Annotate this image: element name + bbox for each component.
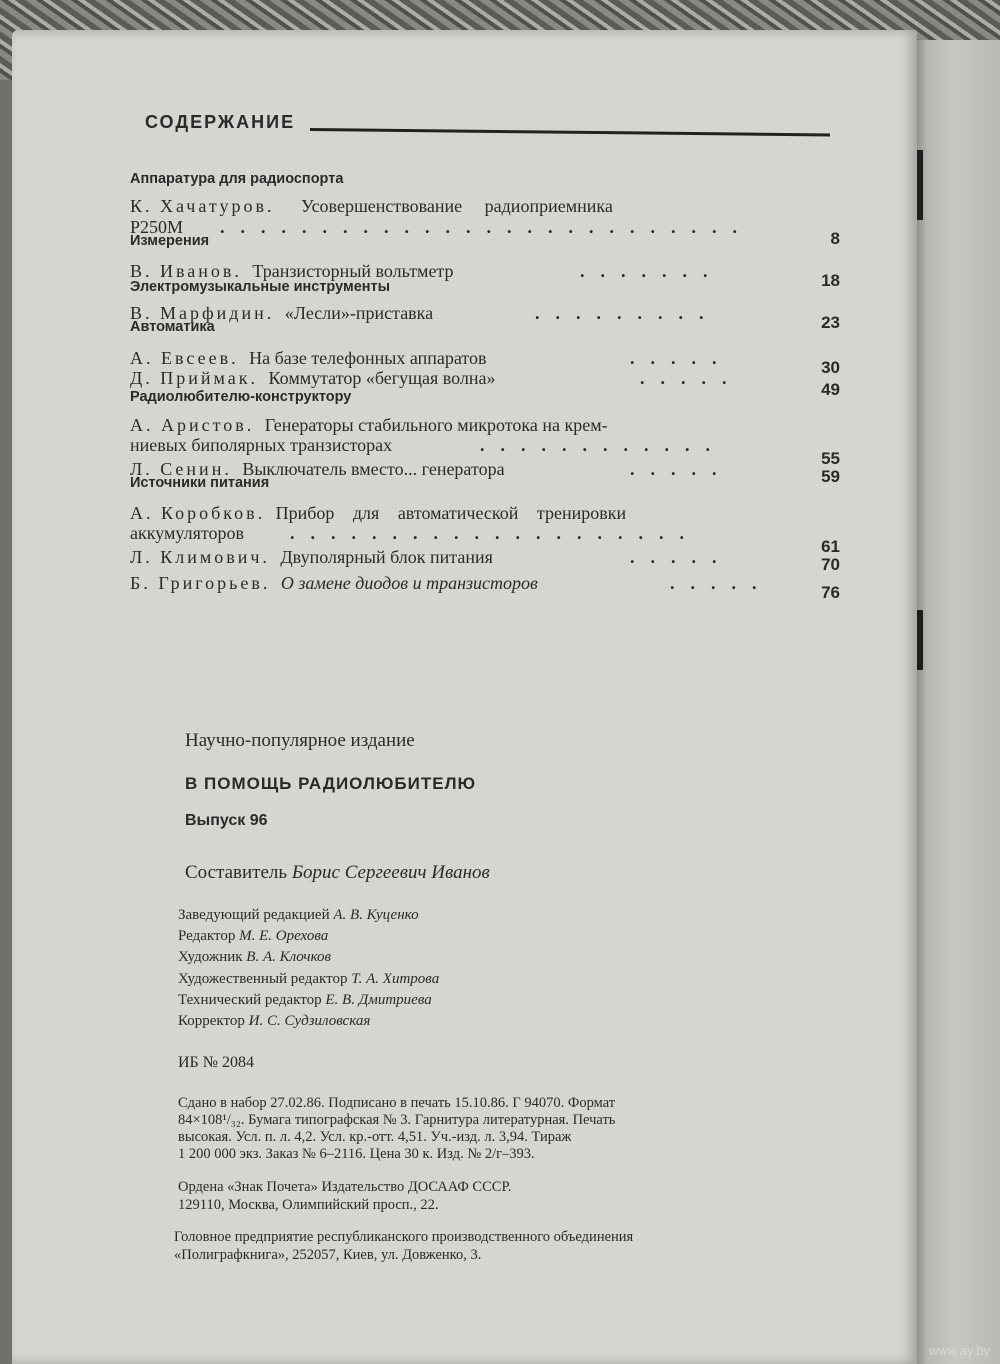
toc-author: В. Марфидин. bbox=[130, 303, 275, 323]
toc-entry-title: О замене диодов и транзисторов bbox=[280, 573, 538, 593]
toc-page-number: 55 bbox=[821, 449, 840, 468]
toc-page-number: 30 bbox=[821, 358, 840, 377]
staff-line bbox=[178, 991, 838, 1009]
toc-author: Л. Климович. bbox=[130, 547, 270, 567]
toc-author: Д. Приймак. bbox=[130, 368, 259, 388]
staff-line bbox=[178, 970, 838, 988]
staff-role: Заведующий редакцией bbox=[178, 907, 330, 923]
series-title: В ПОМОЩЬ РАДИОЛЮБИТЕЛЮ bbox=[185, 774, 477, 793]
publisher-line: Ордена «Знак Почета» Издательство ДОСААФ СССР. bbox=[178, 1179, 512, 1195]
staff-role: Художественный редактор bbox=[178, 971, 348, 987]
staff-name: М. Е. Орехова bbox=[239, 928, 329, 944]
toc-entry-title: Двуполярный блок питания bbox=[280, 547, 493, 567]
toc-author: А. Аристов. bbox=[130, 415, 255, 435]
printer-line: «Полиграфкнига», 252057, Киев, ул. Довженко, 3. bbox=[174, 1247, 482, 1263]
toc-section: Аппаратура для радиоспорта bbox=[130, 171, 344, 187]
staff-name: Т. А. Хитрова bbox=[351, 971, 440, 987]
compiler-label: Составитель bbox=[185, 862, 288, 883]
staff-line bbox=[178, 927, 838, 945]
toc-author: А. Евсеев. bbox=[130, 348, 239, 368]
toc-entry-title: Выключатель вместо... генератора bbox=[242, 459, 505, 479]
toc-entry bbox=[130, 434, 840, 468]
toc-entry-title: На базе телефонных аппаратов bbox=[249, 348, 487, 368]
compiler-name: Борис Сергеевич Иванов bbox=[291, 862, 490, 883]
toc-section: Источники питания bbox=[130, 475, 270, 491]
staff-name: А. В. Куценко bbox=[333, 907, 419, 923]
toc-entry bbox=[130, 572, 840, 602]
toc-leader-dots: ..... bbox=[630, 547, 733, 567]
toc-leader-dots: ....... bbox=[580, 261, 724, 281]
toc-entry bbox=[130, 347, 840, 377]
toc-page-number: 76 bbox=[821, 583, 840, 602]
toc-entry bbox=[130, 502, 840, 524]
toc-leader-dots: .......................... bbox=[220, 217, 753, 237]
toc-author: Б. Григорьев. bbox=[130, 573, 271, 593]
staff-name: Е. В. Дмитриева bbox=[325, 992, 432, 1008]
ib-number: ИБ № 2084 bbox=[178, 1054, 255, 1071]
issue-number: Выпуск 96 bbox=[185, 812, 268, 829]
publisher-line: 129110, Москва, Олимпийский просп., 22. bbox=[178, 1197, 439, 1213]
toc-entry-title: Транзисторный вольтметр bbox=[252, 261, 454, 281]
staff-line bbox=[178, 948, 838, 966]
print-details-line: 1 200 000 экз. Заказ № 6–2116. Цена 30 к. Изд. № 2/г–393. bbox=[178, 1146, 535, 1162]
edition-type: Научно-популярное издание bbox=[185, 730, 415, 751]
toc-leader-dots: ..... bbox=[640, 368, 743, 388]
print-details-line: высокая. Усл. п. л. 4,2. Усл. кр.-отт. 4,51. Уч.-изд. л. 3,94. Тираж bbox=[178, 1129, 572, 1145]
toc-page-number: 70 bbox=[821, 555, 840, 574]
toc-entry bbox=[130, 414, 840, 436]
toc-title: СОДЕРЖАНИЕ bbox=[145, 112, 296, 132]
print-details-line: 84×108¹/₃₂. Бумага типографская № 3. Гарнитура литературная. Печать bbox=[178, 1112, 616, 1128]
toc-section: Автоматика bbox=[130, 319, 215, 335]
toc-entry-title: Генераторы стабильного микротока на крем- bbox=[264, 415, 608, 435]
staff-name: В. А. Клочков bbox=[246, 949, 332, 965]
facing-page-edge bbox=[915, 40, 1000, 1364]
compiler bbox=[185, 862, 845, 884]
staff-name: И. С. Судзиловская bbox=[248, 1013, 371, 1029]
toc-entry-title: ниевых биполярных транзисторах bbox=[130, 435, 393, 455]
staff-line bbox=[178, 1012, 838, 1030]
toc-header bbox=[145, 112, 835, 142]
staff-role: Редактор bbox=[178, 928, 236, 944]
toc-section: Измерения bbox=[130, 233, 210, 249]
toc-page-number: 61 bbox=[821, 537, 840, 556]
toc-page-number: 49 bbox=[821, 380, 840, 399]
toc-leader-dots: ..... bbox=[630, 348, 733, 368]
toc-author: Л. Сенин. bbox=[130, 459, 232, 479]
watermark: www.ay.by bbox=[928, 1343, 990, 1358]
toc-leader-dots: ..... bbox=[630, 459, 733, 479]
printer-line: Головное предприятие республиканского производственного объединения bbox=[174, 1229, 634, 1245]
staff-role: Технический редактор bbox=[178, 992, 322, 1008]
toc-page-number: 8 bbox=[830, 229, 840, 248]
staff-role: Корректор bbox=[178, 1013, 245, 1029]
toc-leader-dots: ............ bbox=[480, 435, 726, 455]
staff-role: Художник bbox=[178, 949, 243, 965]
toc-page-number: 23 bbox=[821, 313, 840, 332]
toc-author: К. Хачатуров. bbox=[130, 196, 275, 216]
toc-entry bbox=[130, 522, 840, 556]
toc-entry-title: Прибор для автоматической тренировки bbox=[275, 503, 627, 523]
toc-page-number: 18 bbox=[821, 271, 840, 290]
toc-entry-title: аккумуляторов bbox=[130, 523, 244, 543]
toc-author: В. Иванов. bbox=[130, 261, 242, 281]
toc-section: Радиолюбителю-конструктору bbox=[130, 389, 352, 405]
toc-section: Электромузыкальные инструменты bbox=[130, 279, 391, 295]
toc-author: А. Коробков. bbox=[130, 503, 266, 523]
toc-entry bbox=[130, 195, 840, 217]
toc-leader-dots: ..... bbox=[670, 573, 773, 593]
toc-entry-title: Коммутатор «бегущая волна» bbox=[268, 368, 496, 388]
staff-line bbox=[178, 906, 838, 924]
toc-leader-dots: ......... bbox=[535, 303, 720, 323]
toc-title-rule bbox=[310, 128, 830, 136]
print-details-line: Сдано в набор 27.02.86. Подписано в печать 15.10.86. Г 94070. Формат bbox=[178, 1095, 616, 1111]
toc-leader-dots: .................... bbox=[290, 523, 700, 543]
toc-page-number: 59 bbox=[821, 467, 840, 486]
toc-entry-title: «Лесли»-приставка bbox=[284, 303, 434, 323]
toc-entry bbox=[130, 546, 840, 574]
toc-entry-title: Усовершенствование радиоприемника bbox=[300, 196, 613, 216]
toc-entry-title: Р250М bbox=[130, 217, 184, 237]
